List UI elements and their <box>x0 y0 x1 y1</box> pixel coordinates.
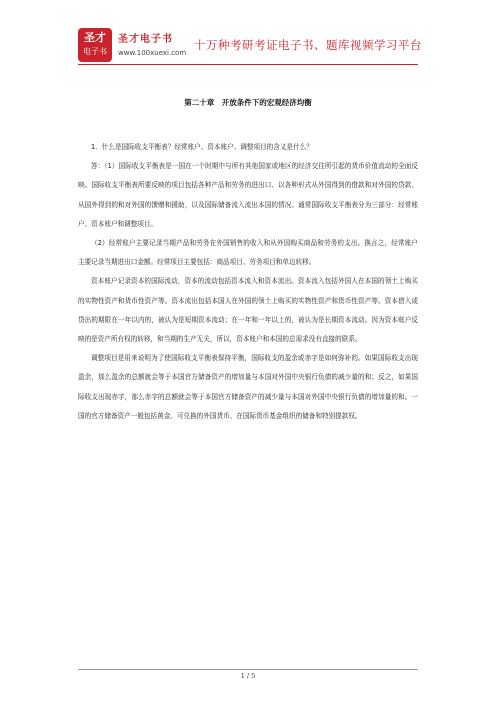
page-header <box>78 28 438 62</box>
header-divider <box>78 64 418 65</box>
brand-name: 圣才电子书 <box>118 34 173 45</box>
question-paragraph: 1．什么是国际收支平衡表？经常账户、资本账户、调整项目的含义是什么？ <box>91 143 313 151</box>
logo-text-1: 圣才 <box>84 31 106 44</box>
answer-paragraph-4: 调整项目是用来说明为了使国际收支平衡表保持平衡，国际收支的盈余或赤字是如何弥补的。如果国际收支出现盈余，那么盈余的总额就会等于本国官方储备资产的增加量与本国对外国中央银行负债的减少量的和；反之，如果国际收支出现赤字，那么赤字的总额就会等于本国官方储备资产的减少量与本国对外国中央银行负债的增加量的和。一国的官方储备资产一般包括黄金、可兑换的外国货币、在国际货币基金组织的储备和特别提款权。 <box>78 354 418 420</box>
answer-paragraph-2: （2）经常账户主要记录当期产品和劳务在外国销售的收入和从外国购买商品和劳务的支出。换言之，经常账户主要记录当期进出口金额。经常项目主要包括：商品项目、劳务项目和单边转移。 <box>78 239 418 267</box>
answer-paragraph-1: 答：（1）国际收支平衡表是一国在一个时期中与所有其他国家或地区的经济交往所引起的货币价值流动的全面反映。国际收支平衡表所要反映的项目包括各种产品和劳务的进出口、以各种形式从外国得到的借款和对外国的贷款、从国外得到的和对外国的馈赠和援助，以及国际储备流入流出本国的情况。通常国际收支平衡表分为三部分：经常账户、资本账户和调整项目。 <box>78 162 418 228</box>
document-body <box>78 138 418 426</box>
page-number: 1 / 5 <box>240 672 256 680</box>
brand-url[interactable]: www.100xuexi.com <box>118 49 187 57</box>
logo-text-2: 电子书 <box>83 47 107 56</box>
footer-divider <box>78 669 418 670</box>
brand-block <box>118 30 186 57</box>
header-slogan: 十万种考研考证电子书、题库视频学习平台 <box>194 38 422 52</box>
chapter-title: 第二十章 开放条件下的宏观经济均衡 <box>184 98 312 107</box>
brand-logo <box>78 28 112 62</box>
answer-paragraph-3: 资本账户记录资本的国际流动，资本的流动包括资本流入和资本流出。资本流入包括外国人在本国的领土上购买的实物性资产和货币性资产等。资本流出包括本国人在外国的领土上购买的实物性资产和货币性资产等。资本借入或贷出的期限在一年以内的，被认为是短期资本流动；在一年和一年以上的，被认为是长期资本流动。因为资本账户反映的是资产所有权的转移，和当期的生产无关，所以，资本账户和本国的总需求没有直接的联系。 <box>78 277 418 344</box>
